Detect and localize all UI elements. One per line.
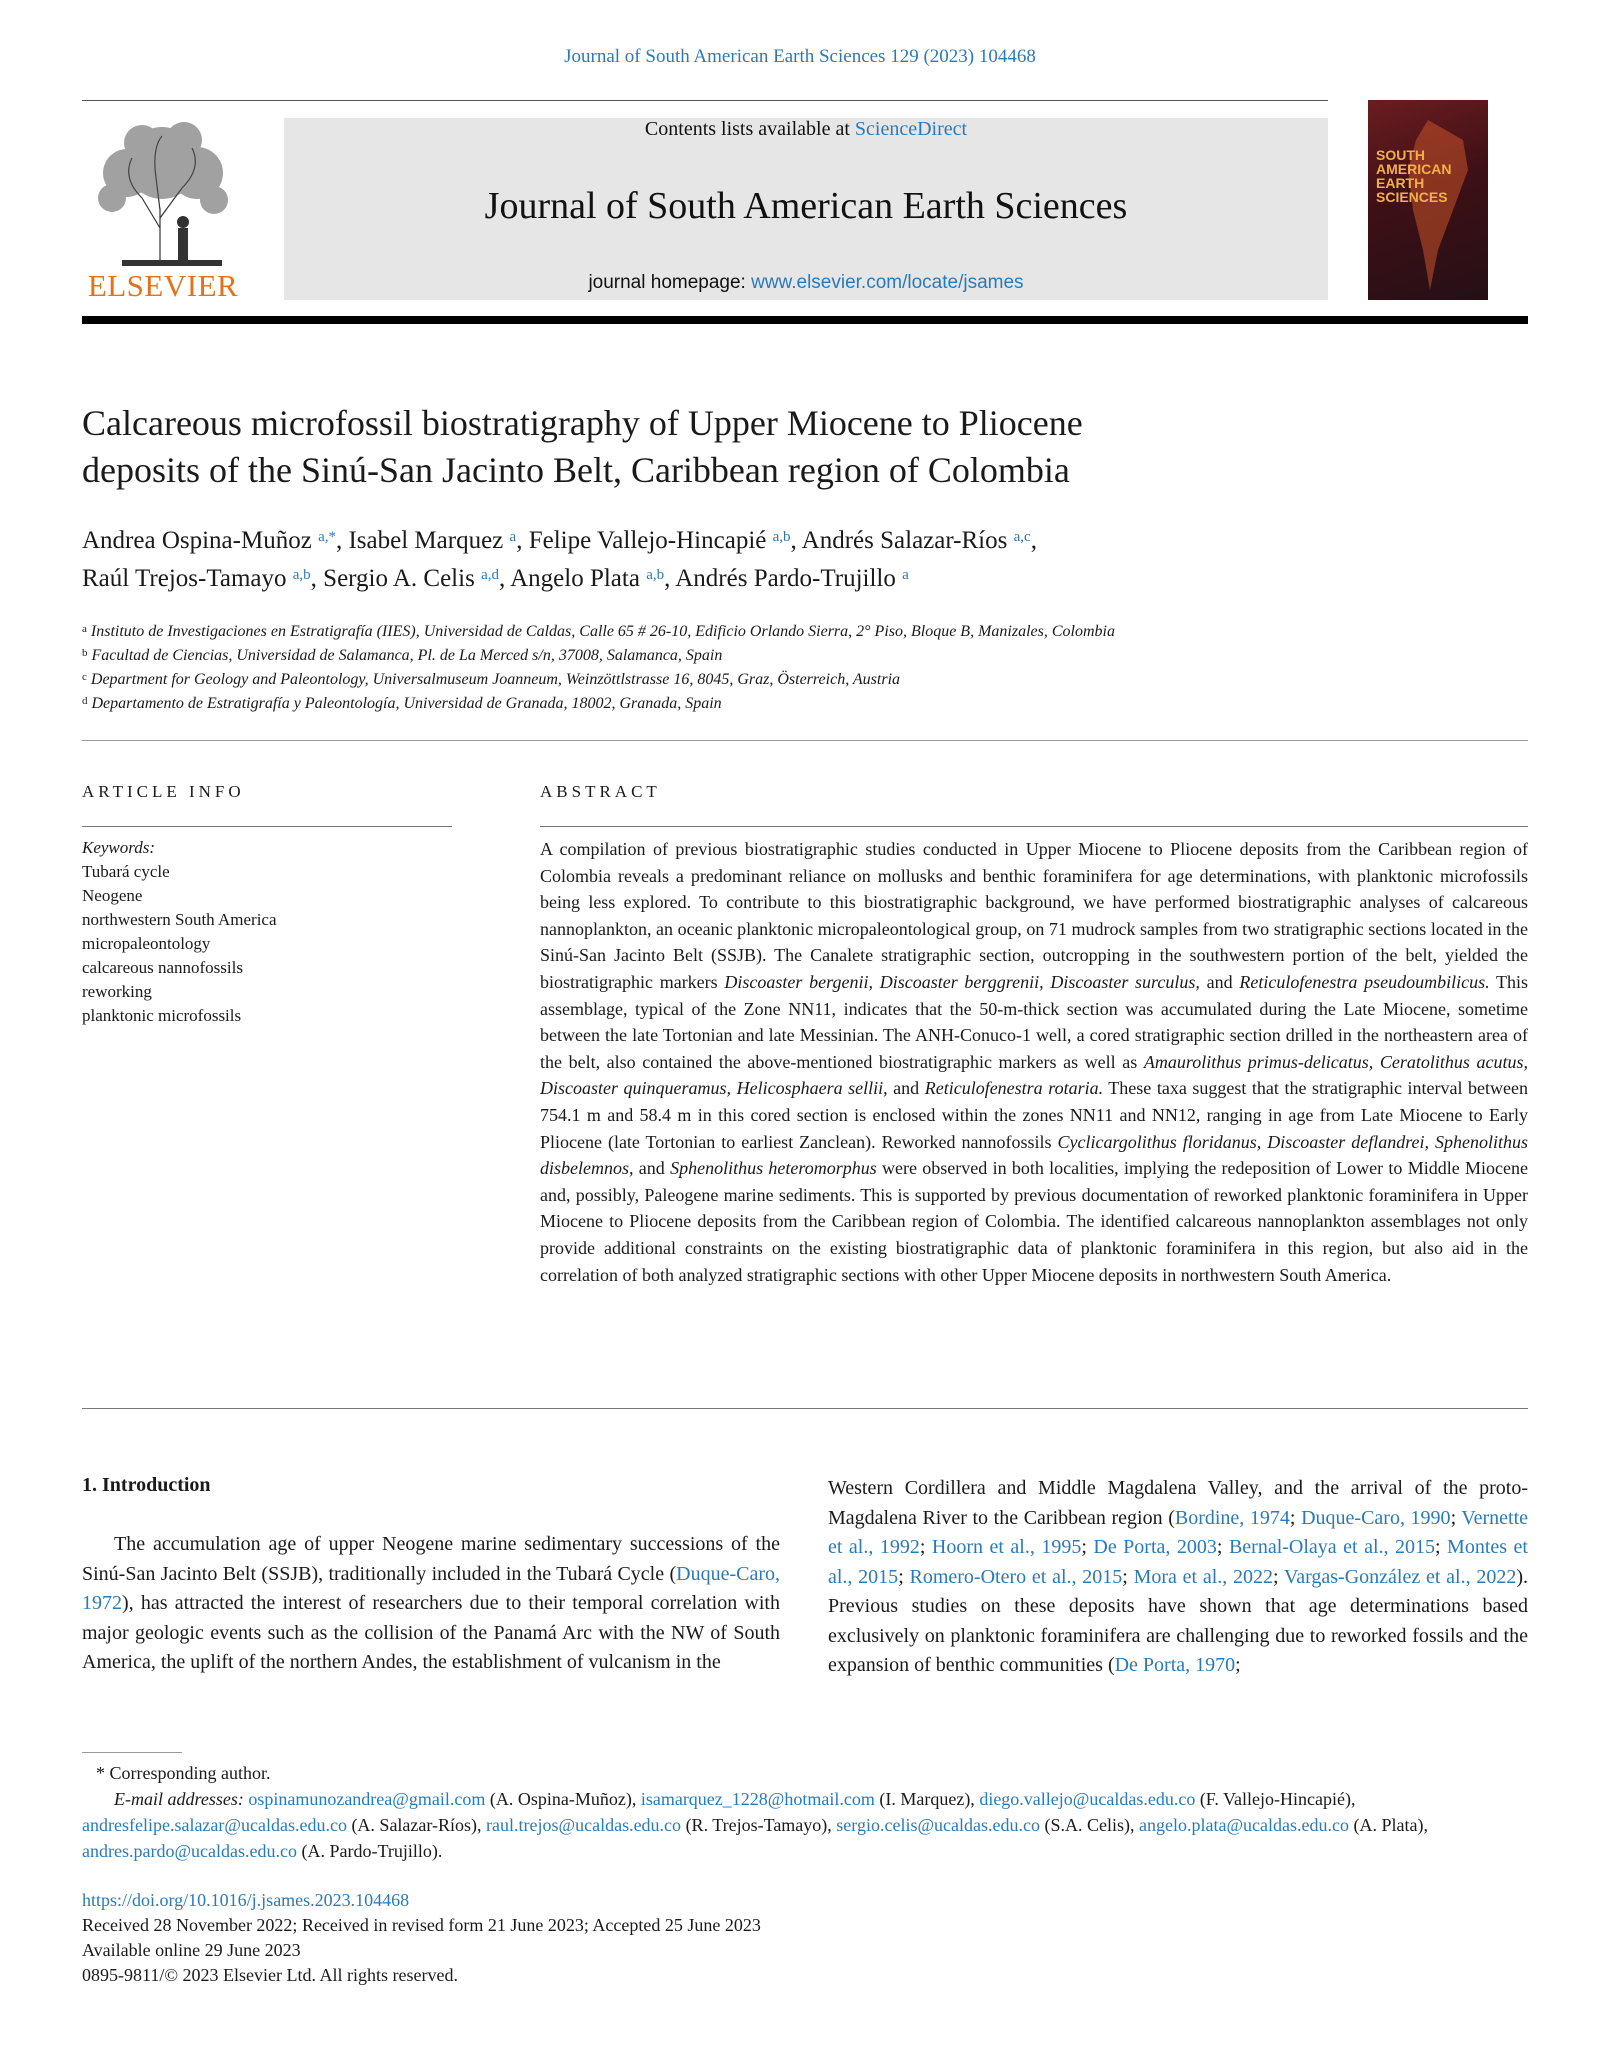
keywords-list xyxy=(82,836,452,1028)
header-thick-rule xyxy=(82,316,1528,324)
keyword: Tubará cycle xyxy=(82,862,170,881)
species-name: Amaurolithus primus-delicatus, Ceratolithus acutus, Discoaster quinqueramus, Helicosphaera sellii, xyxy=(540,1051,1528,1099)
author[interactable]: Isabel Marquez $^a$ xyxy=(348,527,517,554)
title-line-2: deposits of the Sinú-San Jacinto Belt, Caribbean region of Colombia xyxy=(82,450,1070,490)
affiliation: $^d$ Departamento de Estratigrafía y Paleontología, Universidad de Granada, 18002, Granada, Spain xyxy=(82,695,722,712)
citation-link[interactable]: Vargas-González et al., 2022 xyxy=(1283,1565,1517,1588)
citation-link[interactable]: Bernal-Olaya et al., 2015 xyxy=(1228,1536,1435,1558)
keywords-label: Keywords: xyxy=(82,838,156,857)
intro-left-column: The accumulation age of upper Neogene marine sedimentary successions of the Sinú-San Jacinto Belt (SSJB), traditionally included in the Tubará Cycle (Duque-Caro, 1972), has attracted the interest of researchers due to their temporal correlation with major geologic events such as the collision of the Panamá Arc with the NW of South America, the uplift of the northern Andes, the establishment of vulcanism in the xyxy=(82,1533,780,1673)
species-name: Reticulofenestra pseudoumbilicus. xyxy=(1239,971,1490,992)
sciencedirect-link[interactable]: ScienceDirect xyxy=(854,118,968,140)
corresponding-author-note: * Corresponding author. xyxy=(96,1763,271,1783)
email-label: E-mail addresses: xyxy=(114,1789,244,1809)
cover-title-line: SCIENCES xyxy=(1376,189,1448,205)
article-info-heading: ARTICLE INFO xyxy=(82,782,245,801)
citation-link[interactable]: Duque-Caro, 1990 xyxy=(1301,1506,1451,1529)
abstract-bottom-rule xyxy=(82,1408,1528,1409)
title-line-1: Calcareous microfossil biostratigraphy of Upper Miocene to Pliocene xyxy=(82,403,1083,443)
citation-link[interactable]: Vernette et al., 1992 xyxy=(828,1506,1529,1558)
affiliation: $^a$ Instituto de Investigaciones en Estratigrafía (IIES), Universidad de Caldas, Calle 65 # 26-10, Edificio Orlando Sierra, 2° Piso, Bloque B, Manizales, Colombia xyxy=(82,623,1115,640)
cover-title-line: EARTH xyxy=(1376,175,1425,191)
journal-reference-link[interactable]: Journal of South American Earth Sciences 129 (2023) 104468 xyxy=(564,46,1036,67)
journal-cover-thumbnail[interactable] xyxy=(1368,100,1488,300)
author[interactable]: Andrea Ospina-Muñoz $^{a,*}$ xyxy=(82,527,336,554)
author[interactable]: Angelo Plata $^{a,b}$ xyxy=(510,565,665,592)
homepage-prefix: journal homepage: xyxy=(588,272,752,293)
keyword: Neogene xyxy=(82,886,143,905)
received-dates: Received 28 November 2022; Received in revised form 21 June 2023; Accepted 25 June 2023 xyxy=(82,1915,761,1935)
email-link[interactable]: andresfelipe.salazar@ucaldas.edu.co xyxy=(82,1815,347,1835)
email-link[interactable]: ospinamunozandrea@gmail.com xyxy=(248,1789,486,1809)
citation-link[interactable]: Hoorn et al., 1995 xyxy=(931,1536,1082,1558)
species-name: Discoaster bergenii, Discoaster berggrenii, Discoaster surculus, xyxy=(724,971,1200,992)
intro-right-column: Western Cordillera and Middle Magdalena Valley, and the arrival of the proto-Magdalena River to the Caribbean region (Bordine, 1974; Duque-Caro, 1990; Vernette et al., 1992; Hoorn et al., 1995; De Porta, 2003; Bernal-Olaya et al., 2015; Montes et al., 2015; Romero-Otero et al., 2015; Mora et al., 2022; Vargas-González et al., 2022). Previous studies on these deposits have shown that age determinations based exclusively on planktonic foraminifera are challenging due to reworked fossils and the expansion of benthic communities (De Porta, 1970; xyxy=(828,1477,1529,1676)
email-link[interactable]: raul.trejos@ucaldas.edu.co xyxy=(486,1815,682,1835)
species-name: Cyclicargolithus floridanus, Discoaster deflandrei, Sphenolithus disbelemnos, xyxy=(540,1131,1528,1179)
elsevier-wordmark: ELSEVIER xyxy=(87,268,239,303)
doi-link[interactable]: https://doi.org/10.1016/j.jsames.2023.104468 xyxy=(82,1890,410,1910)
keyword: planktonic microfossils xyxy=(82,1006,242,1025)
citation-link[interactable]: De Porta, 2003 xyxy=(1093,1536,1217,1558)
affiliation: $^b$ Facultad de Ciencias, Universidad de Salamanca, Pl. de La Merced s/n, 37008, Salamanca, Spain xyxy=(82,647,723,664)
cover-title-line: AMERICAN xyxy=(1376,161,1452,177)
author[interactable]: Felipe Vallejo-Hincapié $^{a,b}$ xyxy=(528,527,791,554)
header-rule xyxy=(82,100,1328,101)
copyright: 0895-9811/© 2023 Elsevier Ltd. All rights reserved. xyxy=(82,1965,458,1985)
affiliations xyxy=(82,620,1532,716)
abstract-body: A compilation of previous biostratigraphic studies conducted in Upper Miocene to Pliocene deposits from the Caribbean region of Colombia reveals a predominant reliance on mollusks and benthic foraminifera for age determinations, with planktonic microfossils being less explored. To contribute to this biostratigraphic background, we have performed biostratigraphic analyses of calcareous nannoplankton, an oceanic planktonic micropaleontological group, on 71 mudrock samples from two stratigraphic sections located in the Sinú-San Jacinto Belt (SSJB). The Canalete stratigraphic section, outcropping in the southwestern portion of the belt, yielded the biostratigraphic markers Discoaster bergenii, Discoaster berggrenii, Discoaster surculus, and Reticulofenestra pseudoumbilicus. This assemblage, typical of the Zone NN11, indicates that the 50-m-thick section was accumulated during the Late Miocene, sometime between the late Tortonian and late Messinian. The ANH-Conuco-1 well, a cored stratigraphic section drilled in the northeastern area of the belt, also contained the above-mentioned biostratigraphic markers as well as Amaurolithus primus-delicatus, Ceratolithus acutus, Discoaster quinqueramus, Helicosphaera sellii, and Reticulofenestra rotaria. These taxa suggest that the stratigraphic interval between 754.1 m and 58.4 m in this cored section is enclosed within the zones NN11 and NN12, ranging in age from Late Miocene to Early Pliocene (late Tortonian to earliest Zanclean). Reworked nannofossils Cyclicargolithus floridanus, Discoaster deflandrei, Sphenolithus disbelemnos, and Sphenolithus heteromorphus were observed in both localities, implying the redeposition of Lower to Middle Miocene and, possibly, Paleogene marine sediments. This is supported by previous documentation of reworked planktonic foraminifera in Upper Miocene to Pliocene deposits from the Caribbean region of Colombia. The identified calcareous nannoplankton assemblages not only provide additional constraints on the existing biostratigraphic data of planktonic foraminifera in this region, but also aid in the correlation of both analyzed stratigraphic sections with other Upper Miocene deposits in northwestern South America. xyxy=(540,839,1528,1285)
email-link[interactable]: isamarquez_1228@hotmail.com xyxy=(640,1789,875,1809)
species-name: Reticulofenestra rotaria. xyxy=(924,1078,1104,1099)
elsevier-logo[interactable] xyxy=(82,118,244,304)
section-divider xyxy=(82,740,1528,741)
citation-link[interactable]: Duque-Caro, 1972 xyxy=(82,1562,780,1614)
elsevier-tree-icon xyxy=(82,118,244,268)
publication-info xyxy=(82,1888,1282,1988)
author-list: Andrea Ospina-Muñoz $^{a,*}$, Isabel Marquez $^a$, Felipe Vallejo-Hincapié $^{a,b}$, Andrés Salazar-Ríos $^{a,c}$, Raúl Trejos-Tamayo $^{a,b}$, Sergio A. Celis $^{a,d}$, Angelo Plata $^{a,b}$, Andrés Pardo-Trujillo $^a$ xyxy=(82,527,1037,592)
email-link[interactable]: sergio.celis@ucaldas.edu.co xyxy=(836,1815,1040,1835)
citation-link[interactable]: Bordine, 1974 xyxy=(1174,1506,1290,1529)
cover-title-line: SOUTH xyxy=(1376,147,1425,163)
email-link[interactable]: angelo.plata@ucaldas.edu.co xyxy=(1138,1815,1349,1835)
article-info-rule xyxy=(82,826,452,827)
section-heading-introduction: 1. Introduction xyxy=(82,1474,211,1496)
email-addresses: E-mail addresses: ospinamunozandrea@gmail.com (A. Ospina-Muñoz), isamarquez_1228@hotmail.com (I. Marquez), diego.vallejo@ucaldas.edu.co (F. Vallejo-Hincapié), andresfelipe.salazar@ucaldas.edu.co (A. Salazar-Ríos), raul.trejos@ucaldas.edu.co (R. Trejos-Tamayo), sergio.celis@ucaldas.edu.co (S.A. Celis), angelo.plata@ucaldas.edu.co (A. Plata), andres.pardo@ucaldas.edu.co (A. Pardo-Trujillo). xyxy=(82,1789,1428,1861)
keyword: micropaleontology xyxy=(82,934,211,953)
affiliation: $^c$ Department for Geology and Paleontology, Universalmuseum Joanneum, Weinzöttlstrasse 16, 8045, Graz, Österreich, Austria xyxy=(82,671,901,688)
citation-link[interactable]: De Porta, 1970 xyxy=(1114,1654,1236,1676)
citation-link[interactable]: Montes et al., 2015 xyxy=(828,1536,1528,1588)
abstract-rule xyxy=(540,826,1528,827)
journal-title: Journal of South American Earth Sciences xyxy=(484,185,1128,227)
citation-link[interactable]: Romero-Otero et al., 2015 xyxy=(909,1565,1123,1588)
email-link[interactable]: diego.vallejo@ucaldas.edu.co xyxy=(979,1789,1196,1809)
footnotes xyxy=(82,1760,1528,1864)
author[interactable]: Raúl Trejos-Tamayo $^{a,b}$ xyxy=(82,565,311,592)
author[interactable]: Andrés Pardo-Trujillo $^a$ xyxy=(675,565,909,592)
keyword: northwestern South America xyxy=(82,910,277,929)
homepage-line xyxy=(284,272,1328,294)
cover-title xyxy=(1376,148,1451,204)
keyword: reworking xyxy=(82,982,152,1001)
homepage-link[interactable]: www.elsevier.com/locate/jsames xyxy=(751,272,1024,293)
abstract-heading: ABSTRACT xyxy=(540,782,661,801)
email-link[interactable]: andres.pardo@ucaldas.edu.co xyxy=(82,1841,297,1861)
journal-banner xyxy=(284,118,1328,300)
keyword: calcareous nannofossils xyxy=(82,958,243,977)
citation-link[interactable]: Mora et al., 2022 xyxy=(1133,1565,1274,1588)
contents-prefix: Contents lists available at xyxy=(644,118,855,140)
author[interactable]: Andrés Salazar-Ríos $^{a,c}$ xyxy=(801,527,1031,554)
species-name: Sphenolithus heteromorphus xyxy=(670,1158,877,1179)
available-online: Available online 29 June 2023 xyxy=(82,1940,301,1960)
contents-line xyxy=(284,118,1328,141)
footnote-rule xyxy=(82,1752,182,1753)
author[interactable]: Sergio A. Celis $^{a,d}$ xyxy=(323,565,499,592)
article-title xyxy=(82,400,1482,494)
